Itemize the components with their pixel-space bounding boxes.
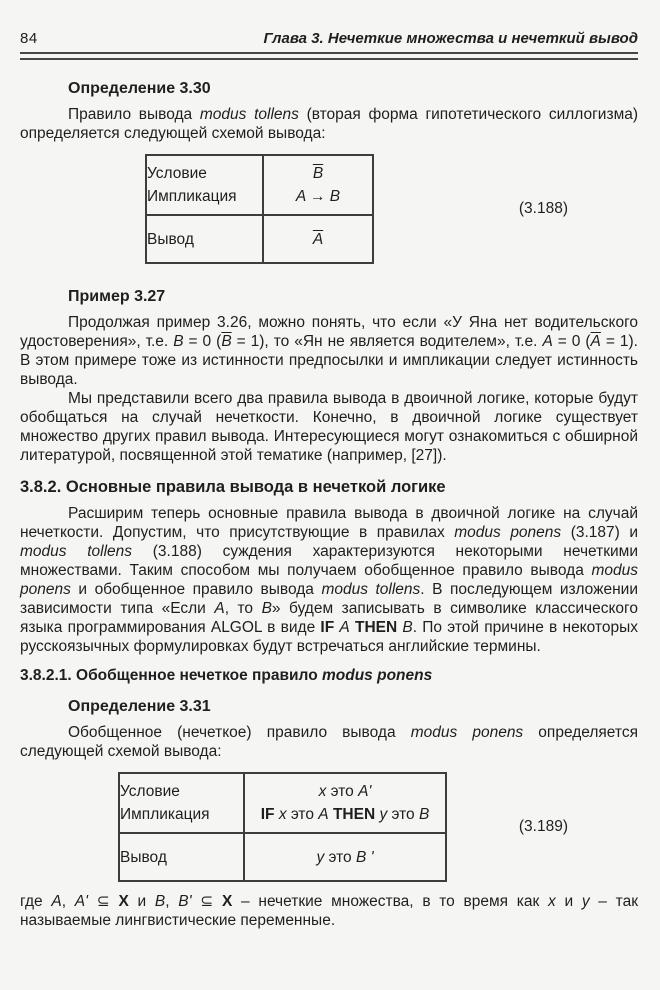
text-run: ,: [61, 893, 75, 910]
conclusion-label: Вывод: [146, 215, 263, 263]
text-run: это: [326, 783, 359, 800]
paragraph-two-rules: Мы представили всего два правила вывода в двоичной логике, которые будут обобщаться на случай нечеткости. Конечно, в двоичной логике существует множество других правил вывода. Интересующиеся могут ознакомиться с обширной литературой, посвященной этой тематике (например, [27]).: [20, 390, 638, 464]
text-run: A: [318, 806, 329, 823]
page-number: 84: [20, 30, 38, 47]
text-run: modus ponens: [454, 524, 562, 541]
text-run: ⊆: [88, 893, 119, 910]
text-run: modus tollens: [321, 581, 421, 598]
text-run: B': [178, 893, 192, 910]
text-run: B ': [355, 848, 374, 866]
text-run: (вторая форма гипотетического силлогизма) определяется следующей схемой вывода:: [20, 106, 639, 142]
text-run: A': [74, 893, 89, 910]
condition-implication-labels: [119, 773, 244, 833]
text-run: 3.8.2.1. Обобщенное нечеткое правило: [20, 667, 322, 684]
text-run: и: [128, 893, 155, 910]
definition-330-heading: Определение 3.30: [68, 80, 211, 97]
implication-label: Импликация: [120, 806, 210, 823]
text-run: где: [20, 893, 52, 910]
text-run: Правило вывода: [68, 106, 200, 123]
text-run: X: [118, 893, 129, 910]
text-run: $\overline{A}$: [590, 333, 601, 350]
text-run: и обобщенное правило вывода: [70, 581, 322, 598]
negated-b-formula: $\overline{B}$: [312, 165, 324, 182]
text-run: y: [379, 806, 388, 823]
schema-table: [145, 154, 374, 264]
condition-implication-labels: [146, 155, 263, 215]
text-run: A: [542, 333, 553, 350]
condition-formula: [249, 780, 441, 803]
equation-number: (3.189): [518, 818, 568, 835]
text-run: это: [286, 806, 319, 823]
table-row: [146, 155, 373, 215]
text-run: B: [154, 893, 166, 910]
text-run: A: [214, 600, 225, 617]
conclusion-formula: [244, 833, 446, 881]
condition-label: Условие: [120, 783, 180, 800]
text-run: modus ponens: [20, 562, 638, 598]
condition-value: [264, 162, 372, 185]
text-run: modus ponens: [321, 667, 433, 684]
implication-label: Импликация: [147, 188, 237, 205]
text-run: , то: [224, 600, 262, 617]
definition-331-heading: Определение 3.31: [68, 698, 211, 715]
inference-schema-3189: [20, 772, 638, 882]
text-run: B: [418, 806, 430, 823]
text-run: Обобщенное (нечеткое) правило вывода: [68, 724, 411, 741]
text-run: – нечеткие множества, в то время как: [232, 893, 548, 910]
text-run: это: [324, 848, 356, 866]
table-row: [146, 215, 373, 263]
paragraph-example: [20, 313, 638, 389]
implication-formula: A → B: [295, 188, 341, 205]
text-run: $\overline{B}$: [221, 333, 232, 350]
paragraph-expand: [20, 504, 638, 656]
text-run: = 1), то «Ян не является водителем», т.е.: [231, 333, 543, 350]
text-run: THEN: [328, 806, 380, 823]
text-run: A: [339, 619, 350, 636]
inference-schema-3188: [20, 154, 638, 264]
text-run: modus tollens: [199, 106, 299, 123]
text-run: THEN: [354, 619, 398, 636]
text-run: modus tollens: [20, 543, 133, 560]
text-run: modus ponens: [410, 724, 524, 741]
condition-implication-values: [244, 773, 446, 833]
text-run: A: [51, 893, 62, 910]
text-run: X: [222, 893, 233, 910]
condition-label: Условие: [147, 165, 207, 182]
implication-formula: [249, 803, 441, 826]
text-run: IF: [320, 619, 335, 636]
text-run: y: [316, 848, 325, 866]
text-run: x: [318, 783, 327, 800]
text-run: (3.187) и: [561, 524, 638, 541]
text-run: B: [173, 333, 184, 350]
paragraph-where: [20, 892, 638, 930]
text-run: B: [402, 619, 413, 636]
text-run: = 0 (: [552, 333, 591, 350]
conclusion-label: Вывод: [119, 833, 244, 881]
text-run: IF: [260, 806, 279, 823]
condition-implication-values: [263, 155, 373, 215]
text-run: = 0 (: [183, 333, 222, 350]
running-chapter-title: Глава 3. Нечеткие множества и нечеткий вывод: [263, 30, 638, 47]
example-327-heading: Пример 3.27: [68, 288, 166, 305]
text-run: x: [548, 893, 556, 910]
page-header: [20, 30, 638, 47]
section-3821-heading: [20, 667, 638, 685]
text-run: = 1). В этом примере тоже из истинности предпосылки и импликации следует истинность вывода.: [20, 333, 638, 388]
table-row: [119, 833, 446, 881]
equation-number: (3.188): [518, 200, 568, 217]
paragraph-modus-tollens: [20, 105, 638, 143]
negated-a-formula: $\overline{A}$: [312, 230, 324, 248]
text-run: – так называемые лингвистические переменные.: [20, 893, 638, 929]
text-run: x: [278, 806, 287, 823]
table-row: [119, 773, 446, 833]
text-run: и: [555, 893, 582, 910]
text-run: B: [261, 600, 272, 617]
text-run: это: [387, 806, 419, 823]
text-run: Расширим теперь основные правила вывода в двоичной логике на случай нечеткости. Допустим, что присутствующие в правилах: [20, 505, 638, 541]
text-run: . В последующем изложении зависимости типа «Если: [20, 581, 638, 617]
text-run: определяется следующей схемой вывода:: [20, 724, 638, 760]
text-run: » будем записывать в символике классического языка программирования ALGOL в виде: [20, 600, 638, 636]
text-run: (3.188) суждения характеризуются некоторыми нечеткими множествами. Таким способом мы получаем обобщенное правило вывода: [20, 543, 639, 579]
schema-table: [118, 772, 447, 882]
header-double-rule: [20, 52, 638, 60]
text-run: ⊆: [191, 893, 222, 910]
text-run: Продолжая пример 3.26, можно понять, что если «У Яна нет водительского удостоверения», т.е.: [20, 314, 638, 350]
text-run: A': [358, 783, 372, 800]
text-run: ,: [165, 893, 179, 910]
conclusion-value: [263, 215, 373, 263]
text-run: . По этой причине в некоторых русскоязычных формулировках будут встречаться английские термины.: [20, 619, 638, 655]
paragraph-generalized: [20, 723, 638, 761]
text-run: y: [581, 893, 590, 910]
section-382-heading: 3.8.2. Основные правила вывода в нечеткой логике: [20, 478, 446, 496]
